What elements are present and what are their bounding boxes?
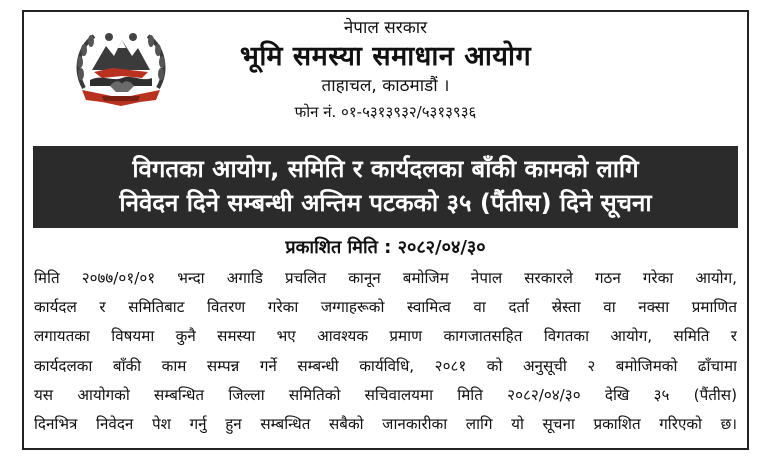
- body-line: यस आयोगको सम्बन्धित जिल्ला समितिको सचिवालयमा मिति २०८२/०४/३० देखि ३५ (पैंतीस): [34, 385, 737, 404]
- office-address: ताहाचल, काठमाडौं ।: [321, 76, 450, 96]
- published-date: प्रकाशित मिति : २०८२/०४/३०: [285, 237, 486, 258]
- phone-number: फोन नं. ०१-५३१३९३२/५३१३९३६: [294, 103, 477, 121]
- body-line: दिनभित्र निवेदन पेश गर्नु हुन सम्बन्धित सबैको जानकारीका लागि यो सूचना प्रकाशित गरिएको छ।: [34, 415, 737, 434]
- body-line: कार्यदल र समितिबाट वितरण गरेका जग्गाहरूको स्वामित्व वा दर्ता स्रेस्ता वा नक्सा प्रमाणित: [34, 298, 737, 317]
- government-name: नेपाल सरकार: [343, 18, 428, 38]
- commission-name: भूमि समस्या समाधान आयोग: [239, 41, 532, 72]
- body-line: मिति २०७७/०१/०१ भन्दा अगाडि प्रचलित कानून बमोजिम नेपाल सरकारले गठन गरेका आयोग,: [34, 269, 737, 287]
- notice-body: [34, 264, 737, 439]
- body-line: कार्यदलका बाँकी काम सम्पन्न गर्ने सम्बन्धी कार्यविधि, २०८१ को अनुसूची २ बमोजिमको ढाँचामा: [34, 356, 737, 375]
- notice-frame: [22, 10, 749, 450]
- body-line: लगायतका विषयमा कुनै समस्या भए आवश्यक प्रमाण कागजातसहित विगतका आयोग, समिति र: [34, 327, 737, 346]
- notice-title-banner: [33, 146, 738, 228]
- issuer-header: [24, 16, 747, 124]
- notice-title-line-2: निवेदन दिने सम्बन्धी अन्तिम पटकको ३५ (पैंतीस) दिने सूचना: [119, 189, 652, 217]
- notice-title-line-1: विगतका आयोग, समिति र कार्यदलका बाँकी कामको लागि: [132, 155, 639, 183]
